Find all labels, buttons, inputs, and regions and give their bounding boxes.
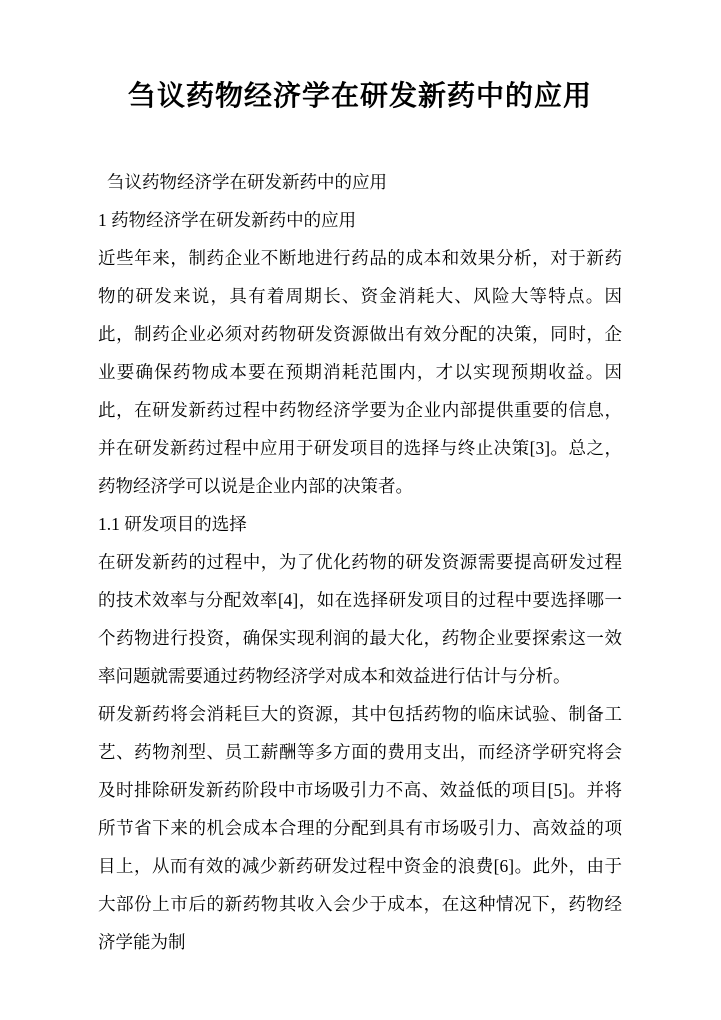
section-1-heading: 1 药物经济学在研发新药中的应用 [98, 210, 357, 230]
document-title: 刍议药物经济学在研发新药中的应用 [127, 81, 592, 112]
section-1-paragraph: 近些年来，制药企业不断地进行药品的成本和效果分析，对于新药物的研发来说，具有着周期长、资金消耗大、风险大等特点。因此，制药企业必须对药物研发资源做出有效分配的决策，同时，企业要确保药物成本要在预期消耗范围内，才以实现预期收益。因此，在研发新药过程中药物经济学要为企业内部提供重要的信息，并在研发新药过程中应用于研发项目的选择与终止决策[3]。总之，药物经济学可以说是企业内部的决策者。 [98, 248, 622, 496]
section-1-1-paragraph-1: 在研发新药的过程中，为了优化药物的研发资源需要提高研发过程的技术效率与分配效率[4]，如在选择研发项目的过程中要选择哪一个药物进行投资，确保实现利润的最大化，药物企业要探索这一效率问题就需要通过药物经济学对成本和效益进行估计与分析。 [98, 552, 622, 686]
intro-line: 刍议药物经济学在研发新药中的应用 [107, 172, 387, 192]
section-1-1-paragraph-2: 研发新药将会消耗巨大的资源，其中包括药物的临床试验、制备工艺、药物剂型、员工薪酬等多方面的费用支出，而经济学研究将会及时排除研发新药阶段中市场吸引力不高、效益低的项目[5]。并将所节省下来的机会成本合理的分配到具有市场吸引力、高效益的项目上，从而有效的减少新药研发过程中资金的浪费[6]。此外，由于大部份上市后的新药物其收入会少于成本，在这种情况下，药物经济学能为制 [98, 704, 622, 952]
section-1-1-heading: 1.1 研发项目的选择 [98, 514, 247, 534]
